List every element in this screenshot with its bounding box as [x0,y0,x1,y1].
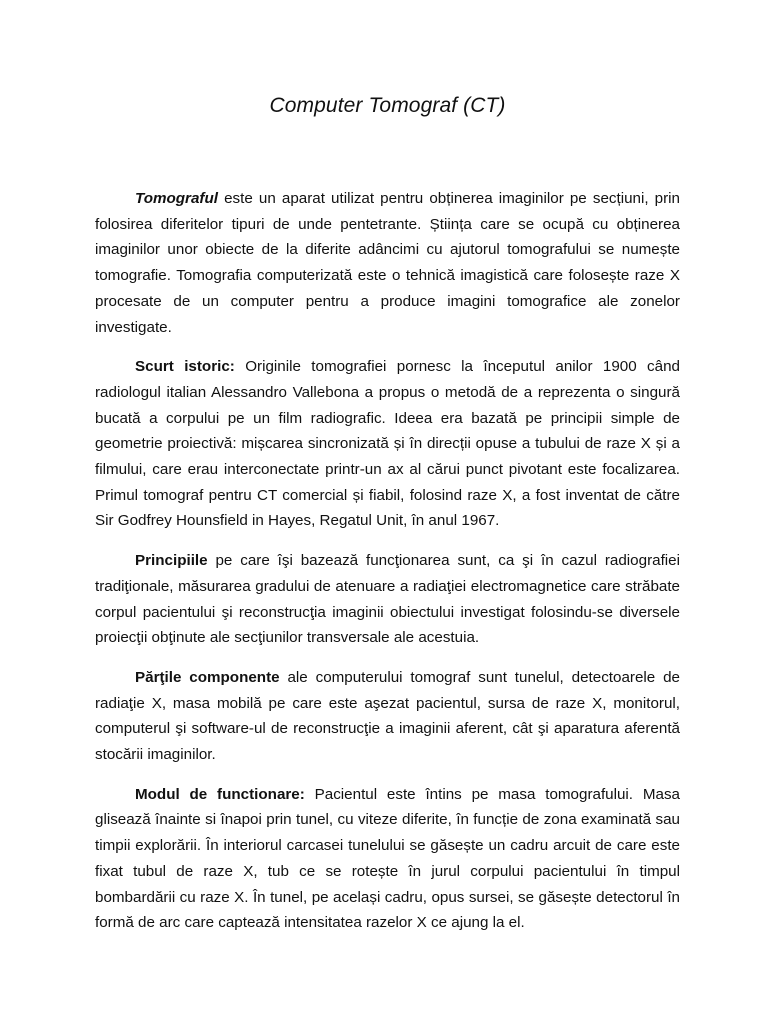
paragraph-history [95,354,680,534]
paragraph-lead: Scurt istoric: [135,358,235,376]
paragraph-principles [95,548,680,651]
paragraph-lead: Părţile componente [135,668,280,686]
paragraph-components [95,665,680,768]
document-title: Computer Tomograf (CT) [269,94,506,117]
paragraph-lead: Principiile [135,552,208,570]
paragraph-intro [95,186,680,340]
document-body [95,186,680,936]
paragraph-text: Originile tomografiei pornesc la începutul anilor 1900 când radiologul italian Alessandro Vallebona a propus o metodă de a reprezenta o singură bucată a corpului pe un film radiografic. Ideea era bazată pe principii simple de geometrie proiectivă: mișcarea sincronizată și în direcții opuse a tubului de raze X și a filmului, care erau interconectate printr-un ax al cărui punct pivotant este focalizarea. Primul tomograf pentru CT comercial și fiabil, folosind raze X, a fost inventat de către Sir Godfrey Hounsfield in Hayes, Regatul Unit, în anul 1967. [95,358,680,530]
paragraph-operation [95,782,680,936]
paragraph-text: este un aparat utilizat pentru obținerea imaginilor pe secțiuni, prin folosirea diferitelor tipuri de unde pentetrante. Știința care se ocupă cu obținerea imaginilor unor obiecte de la diferite adâncimi cu ajutorul tomografului se numește tomografie. Tomografia computerizată este o tehnică imagistică care folosește raze X procesate de un computer pentru a produce imagini tomografice ale zonelor investigate. [95,190,680,336]
paragraph-text: pe care îşi bazează funcţionarea sunt, ca şi în cazul radiografiei tradiţionale, măsurarea gradului de atenuare a radiaţiei electromagnetice care străbate corpul pacientului şi reconstrucţia imaginii obiectului investigat folosindu-se diversele proiecţii obţinute ale secţiunilor transversale ale acestuia. [95,552,680,647]
paragraph-lead: Tomograful [135,190,218,207]
paragraph-lead: Modul de functionare: [135,785,305,803]
paragraph-text: Pacientul este întins pe masa tomografului. Masa glisează înainte si înapoi prin tunel, cu viteze diferite, în funcție de zona examinată sau timpii explorării. În interiorul carcasei tunelului se găsește un cadru arcuit de care este fixat tubul de raze X, tub ce se rotește în jurul corpului pacientului în timpul bombardării cu raze X. În tunel, pe același cadru, opus sursei, se găsește detectorul în formă de arc care captează intensitatea razelor X ce ajung la el. [95,785,680,932]
paragraph-text: ale computerului tomograf sunt tunelul, detectoarele de radiaţie X, masa mobilă pe care este aşezat pacientul, sursa de raze X, monitorul, computerul şi software-ul de reconstrucţie a imaginii aferent, cât şi aparatura aferentă stocării imaginilor. [95,668,680,764]
